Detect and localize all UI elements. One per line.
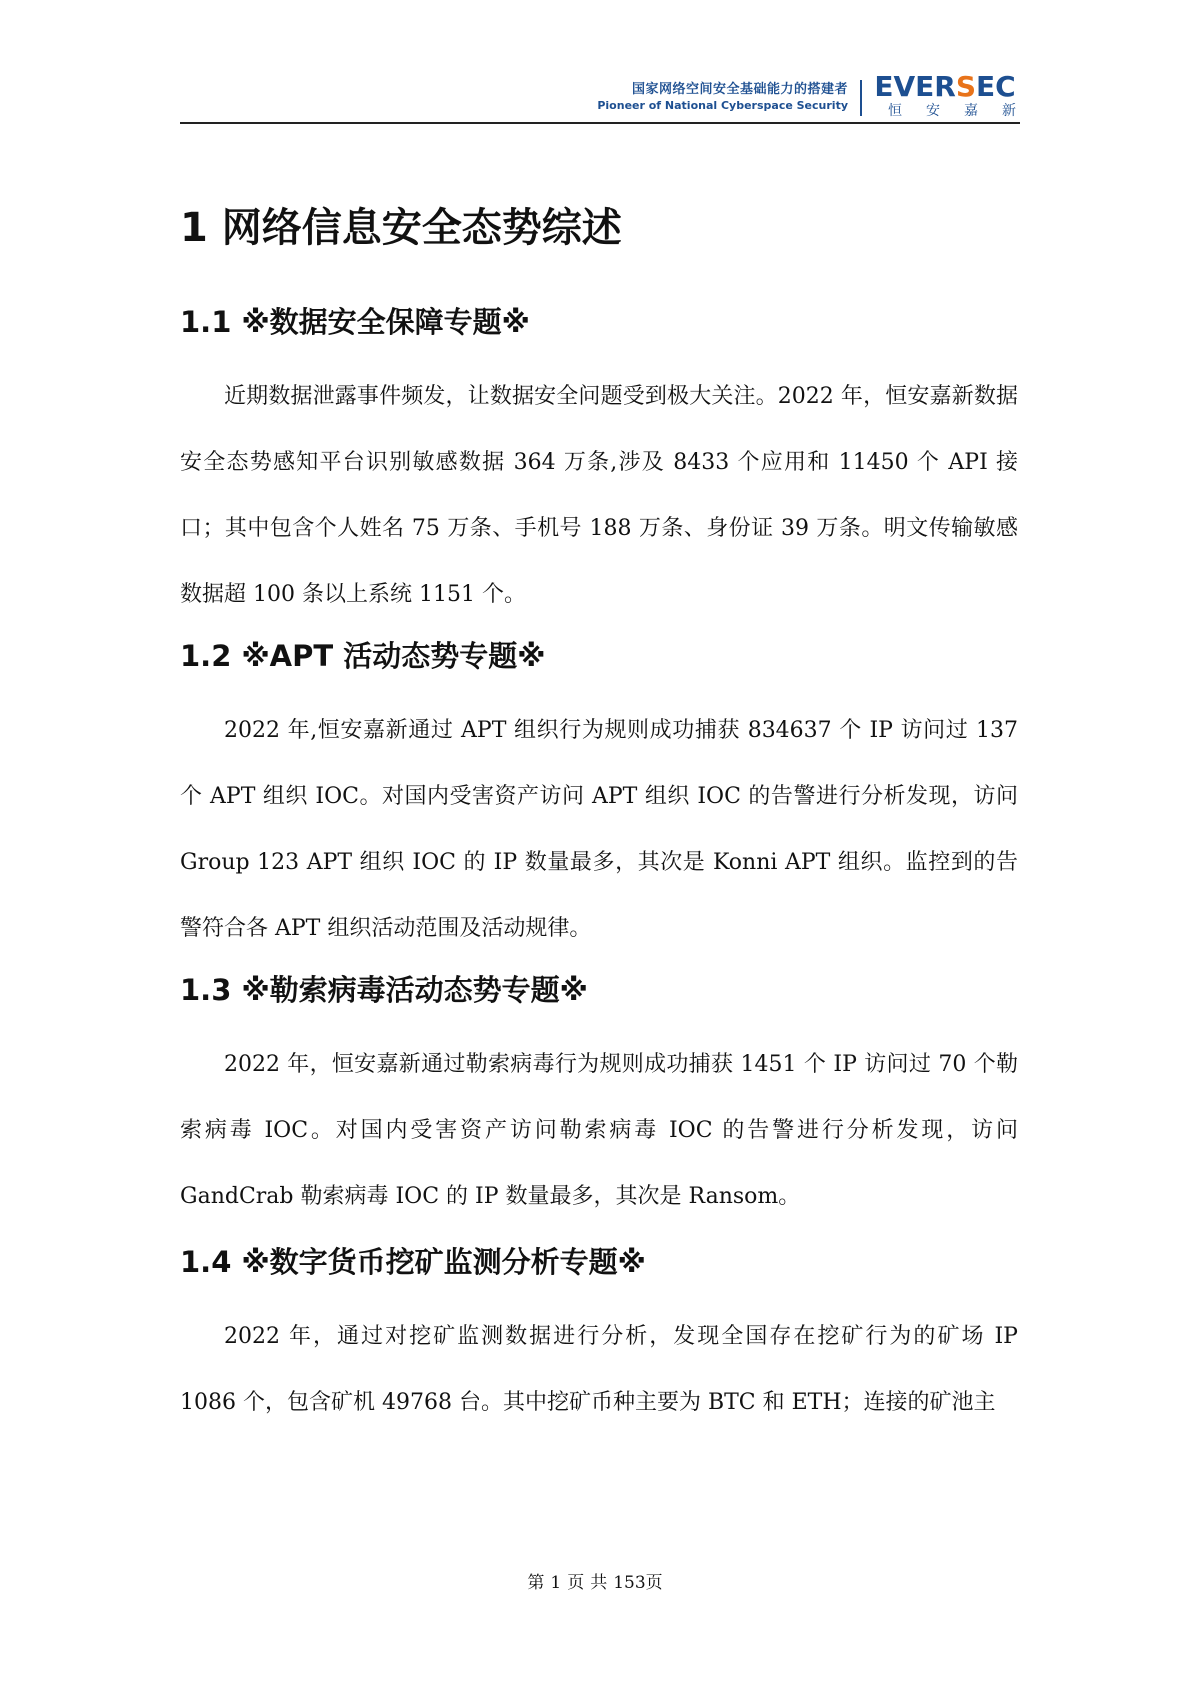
section-heading: 1.4 ※数字货币挖矿监测分析专题※ <box>180 1245 646 1279</box>
tagline-chinese: 国家网络空间安全基础能力的搭建者 <box>631 82 848 97</box>
chapter-title: 1 网络信息安全态势综述 <box>180 205 622 251</box>
footer-word: 第 <box>527 1573 545 1593</box>
footer-total-pages: 153页 <box>613 1573 663 1593</box>
section-paragraph: 2022 年，通过对挖矿监测数据进行分析，发现全国存在挖矿行为的矿场 IP 1086 个，包含矿机 49768 台。其中挖矿币种主要为 BTC 和 ETH；连接的矿池主 <box>180 1324 1018 1415</box>
page-footer <box>0 1568 1190 1593</box>
header-divider-line <box>180 122 1020 124</box>
logo-divider <box>860 80 862 116</box>
footer-word: 页 <box>567 1573 585 1593</box>
section-heading: 1.1 ※数据安全保障专题※ <box>180 305 530 339</box>
header-tagline <box>597 82 848 113</box>
section-heading: 1.3 ※勒索病毒活动态势专题※ <box>180 973 588 1007</box>
tagline-english: Pioneer of National Cyberspace Security <box>597 99 848 112</box>
everSec-logo <box>870 70 1040 120</box>
section-paragraph: 2022 年,恒安嘉新通过 APT 组织行为规则成功捕获 834637 个 IP 访问过 137 个 APT 组织 IOC。对国内受害资产访问 APT 组织 IOC 的告警进行分析发现，访问 Group 123 APT 组织 IOC 的 IP 数量最多，其次是 Konni APT 组织。监控到的告警符合各 APT 组织活动范围及活动规律。 <box>180 718 1018 941</box>
logo-wordmark <box>870 72 1020 102</box>
logo-text-post: EC <box>975 70 1016 103</box>
section-paragraph: 2022 年，恒安嘉新通过勒索病毒行为规则成功捕获 1451 个 IP 访问过 70 个勒索病毒 IOC。对国内受害资产访问勒索病毒 IOC 的告警进行分析发现，访问 GandCrab 勒索病毒 IOC 的 IP 数量最多，其次是 Ransom。 <box>180 1052 1018 1209</box>
footer-page-number: 1 <box>550 1573 562 1593</box>
page-header <box>180 60 1040 126</box>
footer-word: 共 <box>590 1573 608 1593</box>
section-paragraph: 近期数据泄露事件频发，让数据安全问题受到极大关注。2022 年，恒安嘉新数据安全态势感知平台识别敏感数据 364 万条,涉及 8433 个应用和 11450 个 API 接口；其中包含个人姓名 75 万条、手机号 188 万条、身份证 39 万条。明文传输敏感数据超 100 条以上系统 1151 个。 <box>180 384 1018 607</box>
section-heading: 1.2 ※APT 活动态势专题※ <box>180 639 546 673</box>
logo-text-pre: EVER <box>874 70 956 103</box>
logo-text-accent: S <box>955 70 976 103</box>
logo-chinese-name: 恒安嘉新 <box>888 103 1040 119</box>
